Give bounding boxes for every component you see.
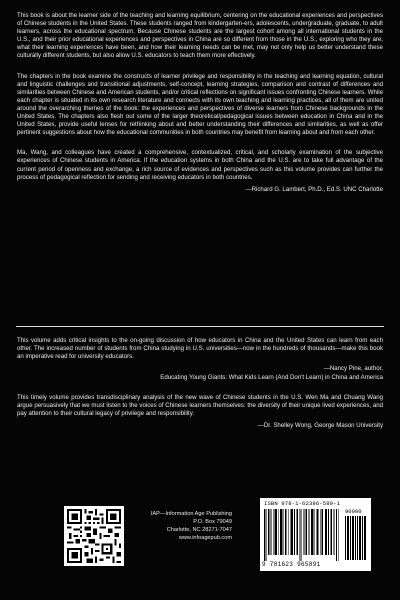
publisher-website: www.infoagepub.com [178, 534, 232, 541]
endorsement-pine: This volume adds critical insights to the on-going discussion of how educators in China and the United States can learn from each other. The increased number of students from China studying in U.S. universities—now in the hundreds of thousands—make this book an imperative read for university educators. [17, 337, 383, 361]
text-area [17, 12, 383, 194]
qr-code-icon [64, 506, 124, 566]
divider-rule [16, 326, 384, 327]
endorsements-area [17, 337, 383, 430]
endorsement-lambert-signature: —Richard G. Lambert, Ph.D., Ed.S. UNC Charlotte [245, 185, 383, 193]
description-paragraph-1: This book is about the learner side of the teaching and learning equilibrium, centering on the educational experiences and perspectives of Chinese students in the United States. These students ranged from kindergarten-ers, adolescents, undergraduate, graduate, to adult learners, across the educational spectrum. Because Chinese students are the largest cohort among all international students in the U.S., and their prior educational experiences and perspectives in China are so different from those in the U.S., exploring who they are, what their learning experiences have been, and how their learning needs can be met, may not only help us better understand these culturally different students, but also allow U.S. educators to teach them more effectively. [17, 12, 383, 60]
barcode-digits: 9 781623 965891 [262, 561, 321, 568]
price-addon-bars [345, 509, 367, 561]
publisher-address-2: Charlotte, NC 28271-7047 [166, 526, 232, 533]
publisher-info [127, 511, 232, 543]
endorsement-wong-signature: —Dr. Shelley Wong, George Mason University [257, 422, 383, 429]
barcode-bars [264, 509, 341, 561]
publisher-name: IAP—Information Age Publishing [150, 511, 232, 517]
endorsement-pine-signature-1: —Nancy Pine, author, [323, 365, 383, 373]
endorsement-lambert: Ma, Wang, and colleagues have created a comprehensive, contextualized, critical, and scholarly examination of the subjective experiences of Chinese students in America. If the education systems in both China and the U.S. are to take full advantage of the current period of openness and exchange, a rich source of evidences and perspectives such as this volume provides can further the process of pedagogical reflection for sending and receiving educators in both countries. [17, 149, 383, 181]
price-addon-label: 90000 [345, 508, 362, 515]
endorsement-pine-signature-2: Educating Young Giants: What Kids Learn (And Don't Learn) in China and America [160, 373, 383, 381]
description-paragraph-2: The chapters in the book examine the constructs of learner privilege and responsibility in the teaching and learning equation, cultural and linguistic challenges and transitional adjustments, self-concept, learning strategies, comparison and contrast of differences and similarities between Chinese and American students, and/or critical reflections on significant issues confronting Chinese learners. While each chapter is situated in its own research literature and connects with its own teaching and learning practices, all of them are united around the overarching themes of the book: the experiences and perspectives of diverse learners from Chinese backgrounds in the United States. The chapters also flesh out some of the larger theoretical/pedagogical issues between education in China and in the United States, provide useful lenses for rethinking about and better understanding their differences and similarities, as well as offer pertinent suggestions about how the educational communities in both countries may benefit from learning about and from each other. [17, 72, 383, 137]
publisher-address-1: P.O. Box 79049 [193, 518, 232, 525]
isbn-label: ISBN 978-1-62396-589-1 [264, 500, 341, 507]
endorsement-wong: This timely volume provides transdisciplinary analysis of the new wave of Chinese students in the U.S. Wen Ma and Chuang Wang argue persuasively that we must listen to the voices of Chinese learners themselves: the diversity of their unique lived experiences, and pay attention to their cultural legacy of privilege and responsibility. [17, 393, 383, 417]
ean-barcode-icon [260, 498, 371, 571]
